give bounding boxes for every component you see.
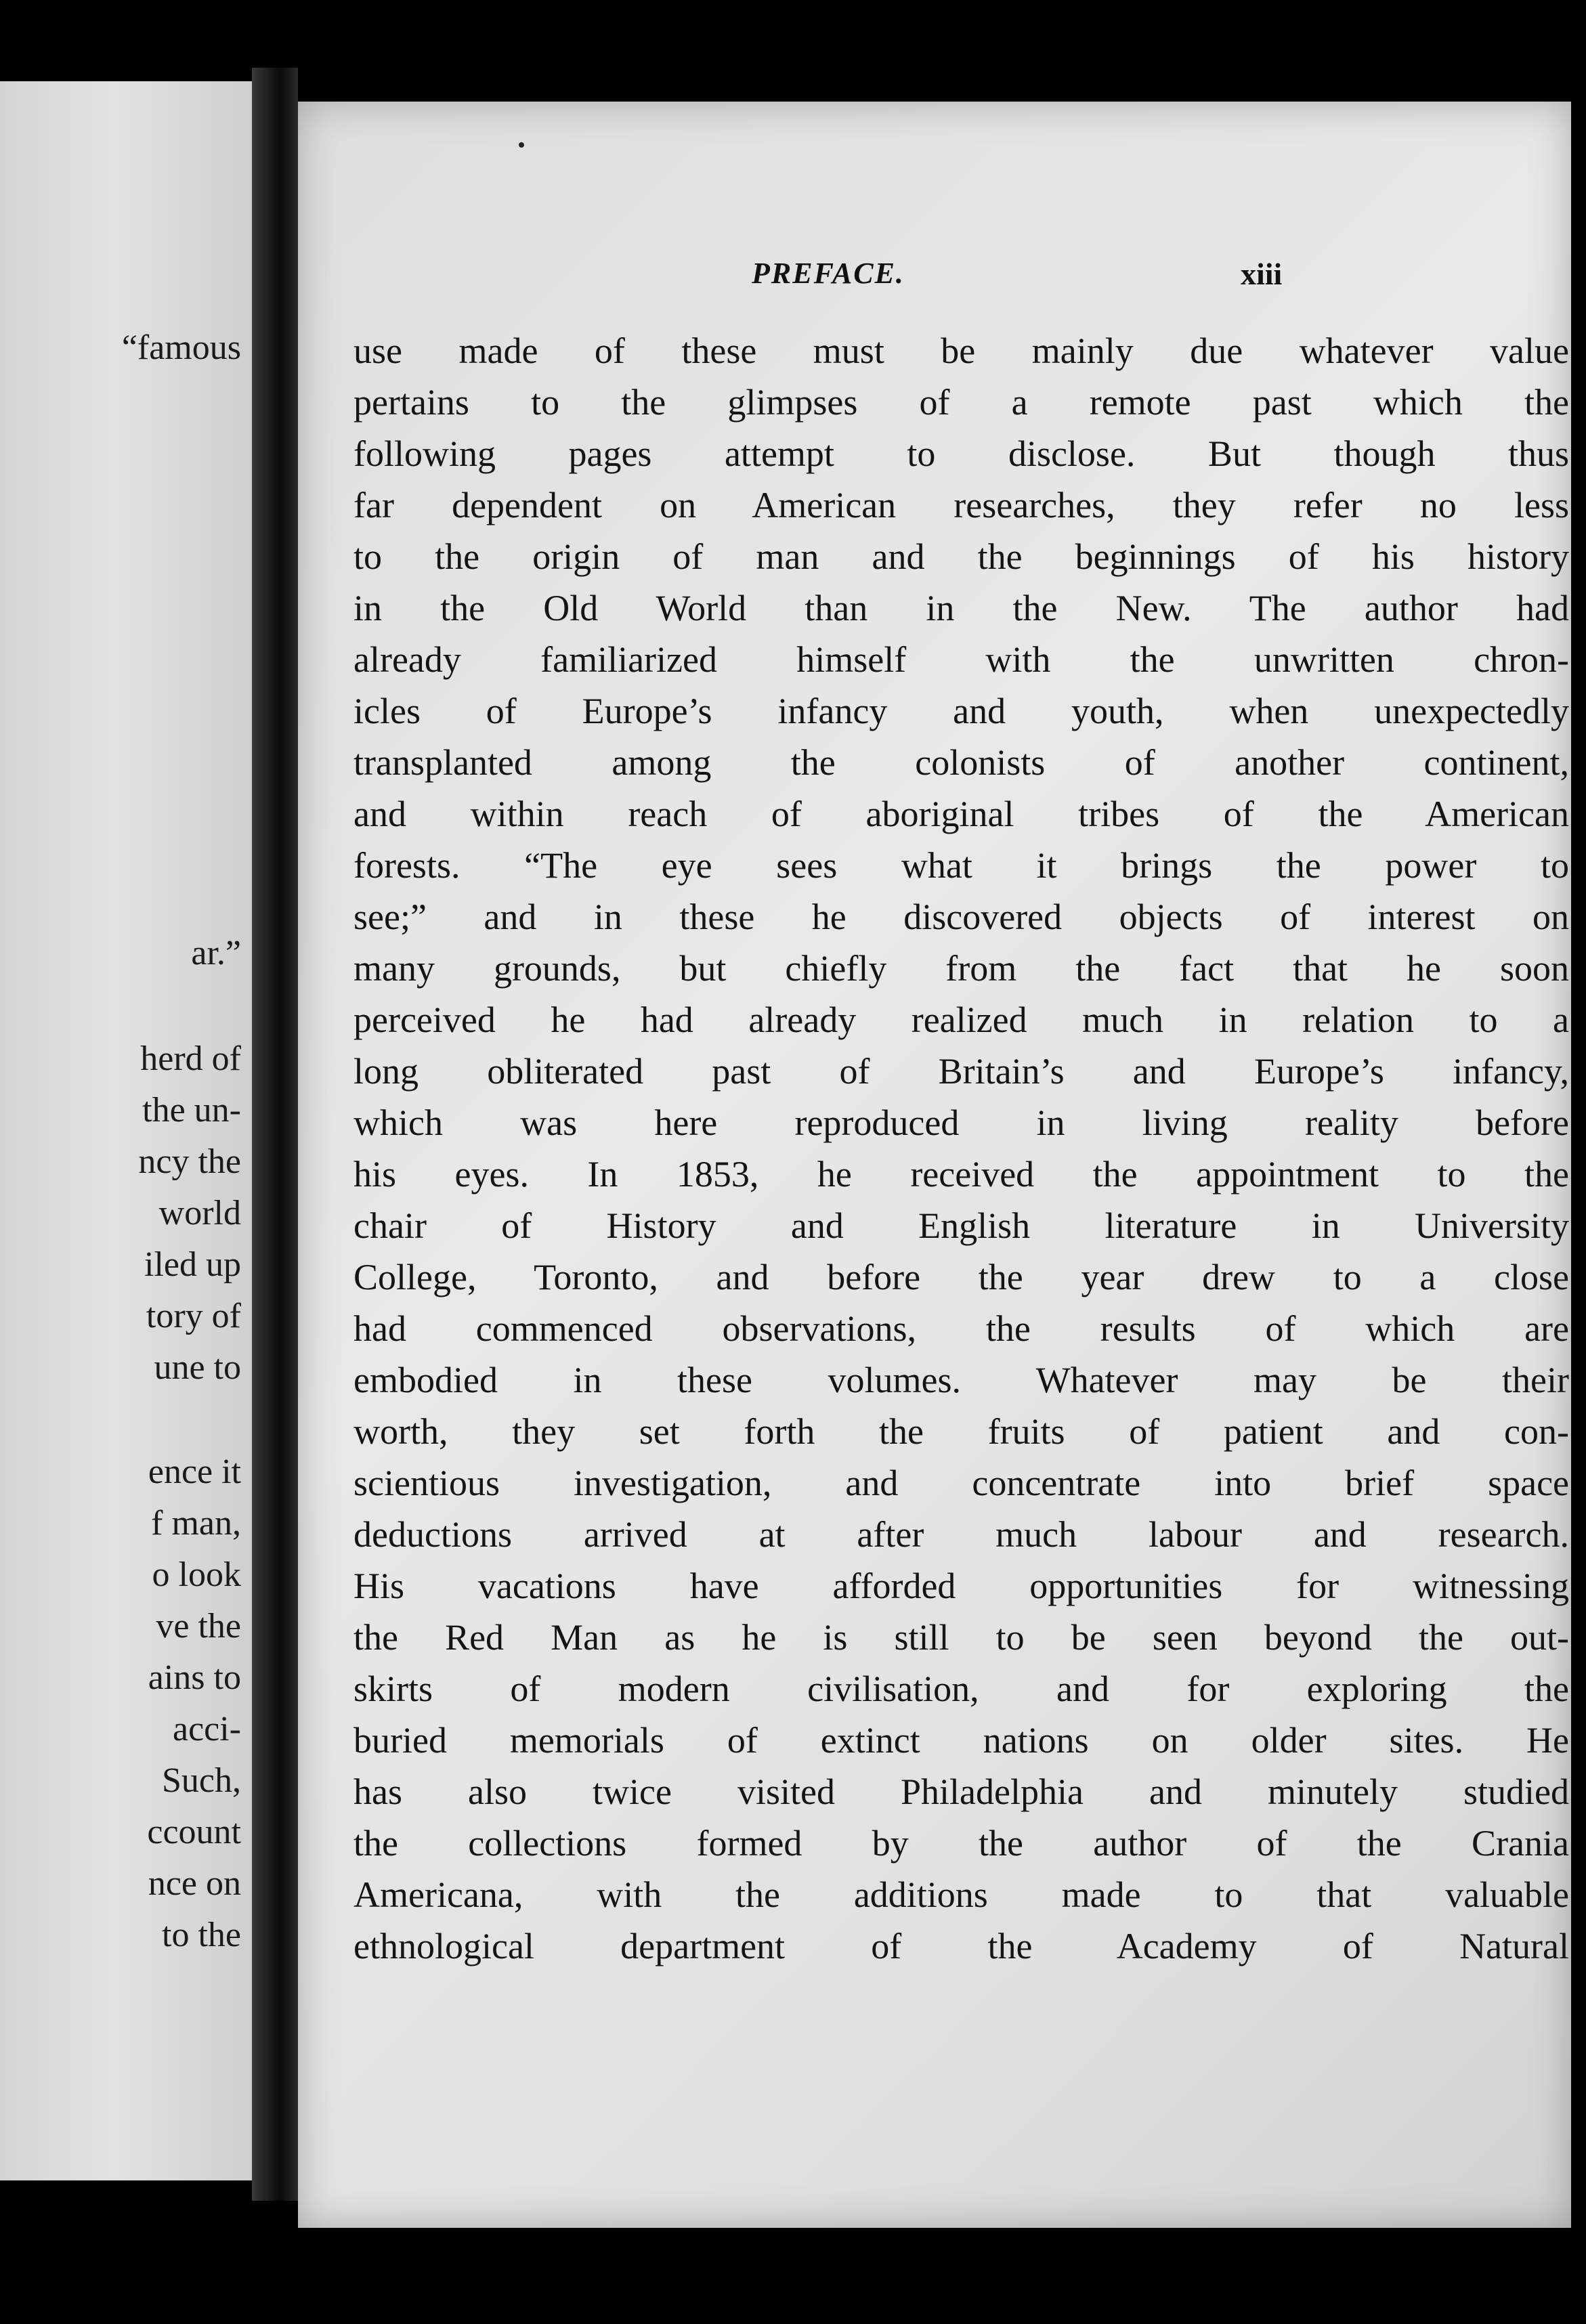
facing-page-line: acci- (172, 1710, 241, 1748)
text-line: Americana, with the additions made to that valuable (353, 1874, 1569, 1915)
page-number: xiii (1241, 257, 1283, 291)
book-gutter (252, 68, 298, 2201)
text-line: embodied in these volumes. Whatever may be their (353, 1360, 1569, 1400)
facing-page-line: ve the (156, 1607, 241, 1645)
facing-page-line: tory of (146, 1297, 241, 1335)
facing-page-line: nce on (148, 1864, 241, 1903)
text-line: and within reach of aboriginal tribes of the American (353, 794, 1569, 834)
text-line: use made of these must be mainly due whatever value (353, 330, 1569, 371)
text-line: many grounds, but chiefly from the fact that he soon (353, 948, 1569, 989)
text-line: the collections formed by the author of the Crania (353, 1823, 1569, 1864)
text-line: in the Old World than in the New. The author had (353, 588, 1569, 628)
text-line: transplanted among the colonists of another continent, (353, 742, 1569, 783)
text-line: ethnological department of the Academy of Natural (353, 1926, 1569, 1966)
text-line: forests. “The eye sees what it brings the power to (353, 845, 1569, 886)
facing-page-line: ar.” (191, 934, 241, 972)
text-line: pertains to the glimpses of a remote past which the (353, 382, 1569, 423)
running-head (298, 256, 1571, 297)
facing-page-line: ence it (148, 1452, 241, 1491)
text-line: icles of Europe’s infancy and youth, when unexpectedly (353, 691, 1569, 731)
text-line: far dependent on American researches, they refer no less (353, 485, 1569, 525)
text-line: his eyes. In 1853, he received the appointment to the (353, 1154, 1569, 1195)
text-line: which was here reproduced in living reality before (353, 1102, 1569, 1143)
text-line: following pages attempt to disclose. But though thus (353, 433, 1569, 474)
text-line: buried memorials of extinct nations on older sites. He (353, 1720, 1569, 1761)
text-line: long obliterated past of Britain’s and Europe’s infancy, (353, 1051, 1569, 1092)
facing-page (0, 81, 252, 2180)
facing-page-line: ccount (147, 1813, 241, 1851)
text-line: had commenced observations, the results of which are (353, 1308, 1569, 1349)
facing-page-line: o look (152, 1555, 241, 1594)
facing-page-line: une to (154, 1348, 241, 1387)
facing-page-line: Such, (162, 1761, 241, 1800)
text-line: see;” and in these he discovered objects of interest on (353, 897, 1569, 937)
facing-page-line: f man, (151, 1504, 241, 1543)
text-line: chair of History and English literature in University (353, 1205, 1569, 1246)
facing-page-line: world (158, 1194, 241, 1232)
text-line: scientious investigation, and concentrate into brief space (353, 1463, 1569, 1503)
facing-page-line: “famous (121, 328, 241, 367)
text-line: College, Toronto, and before the year drew to a close (353, 1257, 1569, 1297)
book-page (298, 102, 1571, 2228)
specks (519, 142, 524, 148)
facing-page-line: herd of (140, 1039, 241, 1078)
facing-page-line: iled up (144, 1245, 241, 1284)
body-text (353, 325, 1569, 1972)
facing-page-line: ains to (148, 1658, 241, 1697)
text-line: His vacations have afforded opportunities for witnessing (353, 1566, 1569, 1606)
facing-page-line: ncy the (138, 1142, 241, 1181)
text-line: deductions arrived at after much labour and research. (353, 1514, 1569, 1555)
text-line: has also twice visited Philadelphia and minutely studied (353, 1771, 1569, 1812)
text-line: worth, they set forth the fruits of patient and con- (353, 1411, 1569, 1452)
text-line: perceived he had already realized much in relation to a (353, 999, 1569, 1040)
facing-page-line: the un- (142, 1091, 241, 1129)
running-head-title: PREFACE. (752, 257, 905, 290)
facing-page-line: to the (162, 1916, 241, 1954)
text-line: skirts of modern civilisation, and for exploring the (353, 1669, 1569, 1709)
text-line: to the origin of man and the beginnings of his history (353, 536, 1569, 577)
text-line: the Red Man as he is still to be seen beyond the out- (353, 1617, 1569, 1658)
text-line: already familiarized himself with the unwritten chron- (353, 639, 1569, 680)
